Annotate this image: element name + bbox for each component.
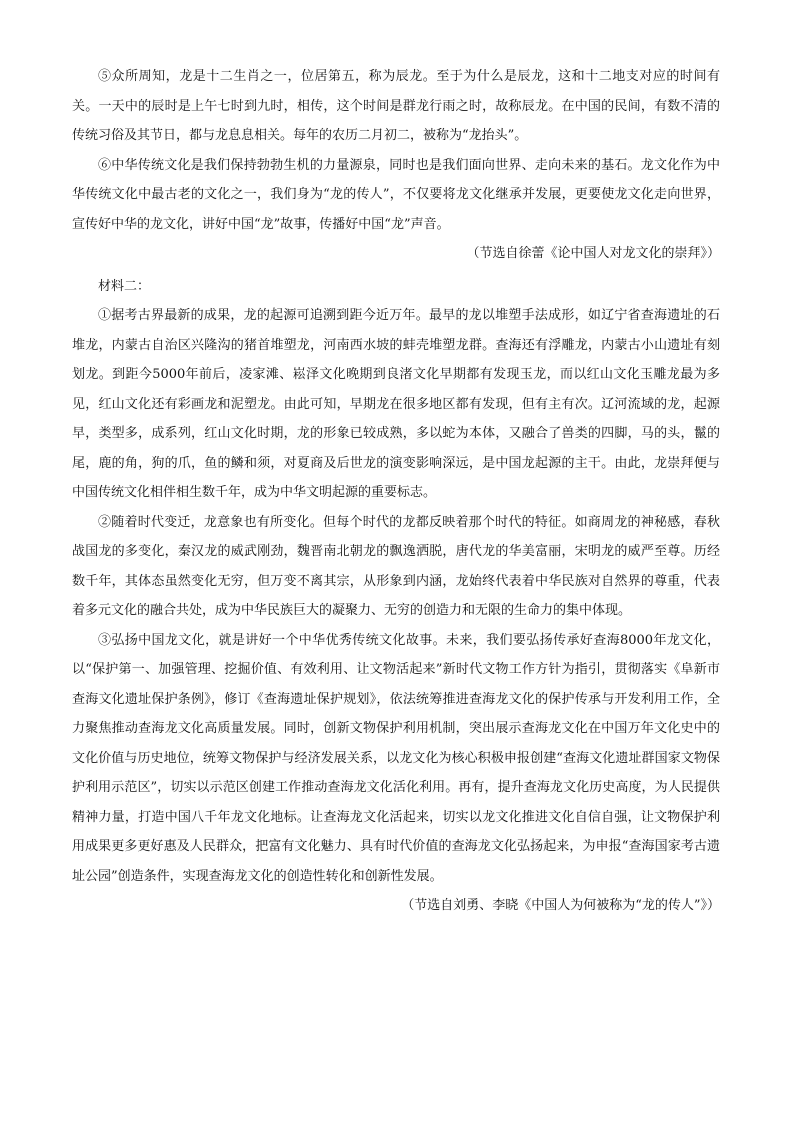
paragraph-5: ⑤众所周知，龙是十二生肖之一，位居第五，称为辰龙。至于为什么是辰龙，这和十二地支对应的时间有关。一天中的辰时是上午七时到九时，相传，这个时间是群龙行雨之时，故称辰龙。在中国的民间，有数不清的传统习俗及其节日，都与龙息息相关。每年的农历二月初二，被称为“龙抬头”。 [72,69,720,143]
paragraph-2: ②随着时代变迁，龙意象也有所变化。但每个时代的龙都反映着那个时代的特征。如商周龙的神秘感，春秋战国龙的多变化，秦汉龙的威武刚劲，魏晋南北朝龙的飘逸洒脱，唐代龙的华美富丽，宋明龙的威严至尊。历经数千年，其体态虽然变化无穷，但万变不离其宗，从形象到内涵，龙始终代表着中华民族对自然界的尊重，代表着多元文化的融合共处，成为中华民族巨大的凝聚力、无穷的创造力和无限的生命力的集中体现。 [72,514,720,618]
source-citation-1: （节选自徐蕾《论中国人对龙文化的崇拜》） [466,246,720,261]
document-page [72,62,720,921]
paragraph-3: ③弘扬中国龙文化，就是讲好一个中华优秀传统文化故事。未来，我们要弘扬传承好查海8000年龙文化，以“保护第一、加强管理、挖掘价值、有效利用、让文物活起来”新时代文物工作方针为指引，贯彻落实《阜新市查海文化遗址保护条例》，修订《查海遗址保护规划》，依法统筹推进查海龙文化的保护传承与开发利用工作，全力聚焦推动查海龙文化高质量发展。同时，创新文物保护利用机制，突出展示查海龙文化在中国万年文化史中的文化价值与历史地位，统筹文物保护与经济发展关系，以龙文化为核心积极申报创建“查海文化遗址群国家文物保护利用示范区”，切实以示范区创建工作推动查海龙文化活化利用。再有，提升查海龙文化历史高度，为人民提供精神力量，打造中国八千年龙文化地标。让查海龙文化活起来，切实以龙文化推进文化自信自强，让文物保护利用成果更多更好惠及人民群众，把富有文化魅力、具有时代价值的查海龙文化弘扬起来，为申报“查海国家考古遗址公园”创造条件，实现查海龙文化的创造性转化和创新性发展。 [72,632,720,884]
paragraph-1: ①据考古界最新的成果，龙的起源可追溯到距今近万年。最早的龙以堆塑手法成形，如辽宁省查海遗址的石堆龙，内蒙古自治区兴隆沟的猪首堆塑龙，河南西水坡的蚌壳堆塑龙群。查海还有浮雕龙，内蒙古小山遗址有刻划龙。到距今5000年前后，凌家滩、崧泽文化晚期到良渚文化早期都有发现玉龙，而以红山文化玉雕龙最为多见，红山文化还有彩画龙和泥塑龙。由此可知，早期龙在很多地区都有发现，但有主有次。辽河流域的龙，起源早，类型多，成系列，红山文化时期，龙的形象已较成熟，多以蛇为本体，又融合了兽类的四脚，马的头，鬣的尾，鹿的角，狗的爪，鱼的鳞和须，对夏商及后世龙的演变影响深远，是中国龙起源的主干。由此，龙崇拜便与中国传统文化相伴相生数千年，成为中华文明起源的重要标志。 [72,308,720,500]
source-citation-2: （节选自刘勇、李晓《中国人为何被称为“龙的传人”》） [401,898,720,913]
paragraph-6: ⑥中华传统文化是我们保持勃勃生机的力量源泉，同时也是我们面向世界、走向未来的基石。龙文化作为中华传统文化中最古老的文化之一，我们身为“龙的传人”，不仅要将龙文化继承并发展，更要使龙文化走向世界，宣传好中华的龙文化，讲好中国“龙”故事，传播好中国“龙”声音。 [72,157,720,232]
material-2-heading: 材料二： [98,278,151,294]
